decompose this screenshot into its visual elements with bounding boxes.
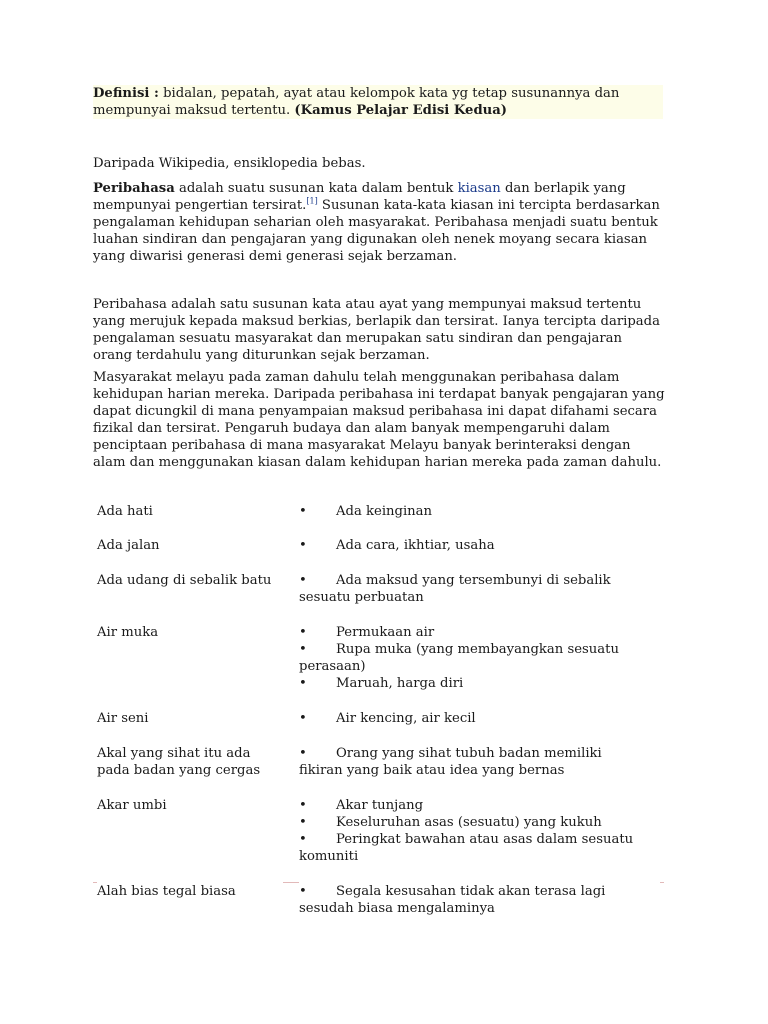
entry-meanings xyxy=(299,883,634,917)
divider xyxy=(93,882,97,883)
paragraph-history: Masyarakat melayu pada zaman dahulu telah menggunakan peribahasa dalam kehidupan harian mereka. Daripada peribahasa ini terdapat banyak pengajaran yang dapat dicungkil di mana penyampaian maksud peribahasa ini dapat difahami secara fizikal dan tersirat. Pengaruh budaya dan alam banyak mempengaruhi dalam penciptaan peribahasa di mana masyarakat Melayu banyak berinteraksi dengan alam dan menggunakan kiasan dalam kehidupan harian mereka pada zaman dahulu. xyxy=(93,370,665,470)
list-item: • Permukaan air xyxy=(299,625,435,640)
bullet-icon: • xyxy=(299,538,307,553)
bullet-icon: • xyxy=(299,884,307,899)
entry-term: Air seni xyxy=(97,711,149,726)
entry-meanings xyxy=(299,745,634,779)
divider xyxy=(660,882,664,883)
entry-meanings xyxy=(299,624,634,692)
paragraph-definition: Peribahasa adalah satu susunan kata atau ayat yang mempunyai maksud tertentu yang merujuk kepada maksud berkias, berlapik dan tersirat. Ianya tercipta daripada pengalaman sesuatu masyarakat dan merupakan satu sindiran dan pengajaran orang terdahulu yang diturunkan sejak berzaman. xyxy=(93,297,660,363)
entry-term: Akar umbi xyxy=(97,798,167,813)
bullet-icon: • xyxy=(299,746,307,761)
reference-link[interactable]: [1] xyxy=(306,196,318,206)
term-peribahasa: Peribahasa xyxy=(93,181,175,196)
entry-meanings xyxy=(299,710,634,727)
paragraph-wikipedia: Peribahasa adalah suatu susunan kata dalam bentuk kiasan dan berlapik yang mempunyai pengertian tersirat.[1] Susunan kata-kata kiasan ini tercipta berdasarkan pengalaman kehidupan seharian oleh masyarakat. Peribahasa menjadi suatu bentuk luahan sindiran dan pengajaran yang digunakan oleh nenek moyang secara kiasan yang diwarisi generasi demi generasi sejak berzaman. xyxy=(93,181,660,264)
bullet-icon: • xyxy=(299,832,307,847)
definition-text: bidalan, pepatah, ayat atau kelompok kata yg tetap susunannya dan mempunyai maksud tertentu. xyxy=(93,86,620,118)
list-item: • Orang yang sihat tubuh badan memiliki fikiran yang baik atau idea yang bernas xyxy=(299,746,602,778)
list-item: • Peringkat bawahan atau asas dalam sesuatu komuniti xyxy=(299,832,634,864)
list-item: • Ada keinginan xyxy=(299,504,433,519)
link-kiasan[interactable]: kiasan xyxy=(457,181,501,196)
definition-block xyxy=(93,85,663,119)
wiki-source-line: Daripada Wikipedia, ensiklopedia bebas. xyxy=(93,156,366,171)
bullet-icon: • xyxy=(299,573,307,588)
bullet-icon: • xyxy=(299,676,307,691)
bullet-icon: • xyxy=(299,625,307,640)
bullet-icon: • xyxy=(299,711,307,726)
divider xyxy=(283,882,299,883)
list-item: • Rupa muka (yang membayangkan sesuatu perasaan) xyxy=(299,642,619,674)
list-item: • Air kencing, air kecil xyxy=(299,711,476,726)
definition-label: Definisi : xyxy=(93,86,159,101)
entry-meanings xyxy=(299,797,634,865)
bullet-icon: • xyxy=(299,798,307,813)
list-item: • Keseluruhan asas (sesuatu) yang kukuh xyxy=(299,815,602,830)
entry-term: Ada hati xyxy=(97,504,153,519)
list-item: • Segala kesusahan tidak akan terasa lagi sesudah biasa mengalaminya xyxy=(299,884,606,916)
definition-source: (Kamus Pelajar Edisi Kedua) xyxy=(294,103,508,118)
bullet-icon: • xyxy=(299,504,307,519)
entry-term: Air muka xyxy=(97,625,159,640)
entry-meanings xyxy=(299,503,634,520)
list-item: • Maruah, harga diri xyxy=(299,676,464,691)
list-item: • Ada cara, ikhtiar, usaha xyxy=(299,538,495,553)
list-item: • Ada maksud yang tersembunyi di sebalik sesuatu perbuatan xyxy=(299,573,611,605)
entry-term: Alah bias tegal biasa xyxy=(97,884,236,899)
list-item: • Akar tunjang xyxy=(299,798,424,813)
entry-meanings xyxy=(299,537,634,554)
bullet-icon: • xyxy=(299,642,307,657)
bullet-icon: • xyxy=(299,815,307,830)
entry-term: Ada jalan xyxy=(97,538,160,553)
entry-term: Akal yang sihat itu ada pada badan yang cergas xyxy=(97,746,261,778)
entry-term: Ada udang di sebalik batu xyxy=(97,573,272,588)
entry-meanings xyxy=(299,572,634,606)
